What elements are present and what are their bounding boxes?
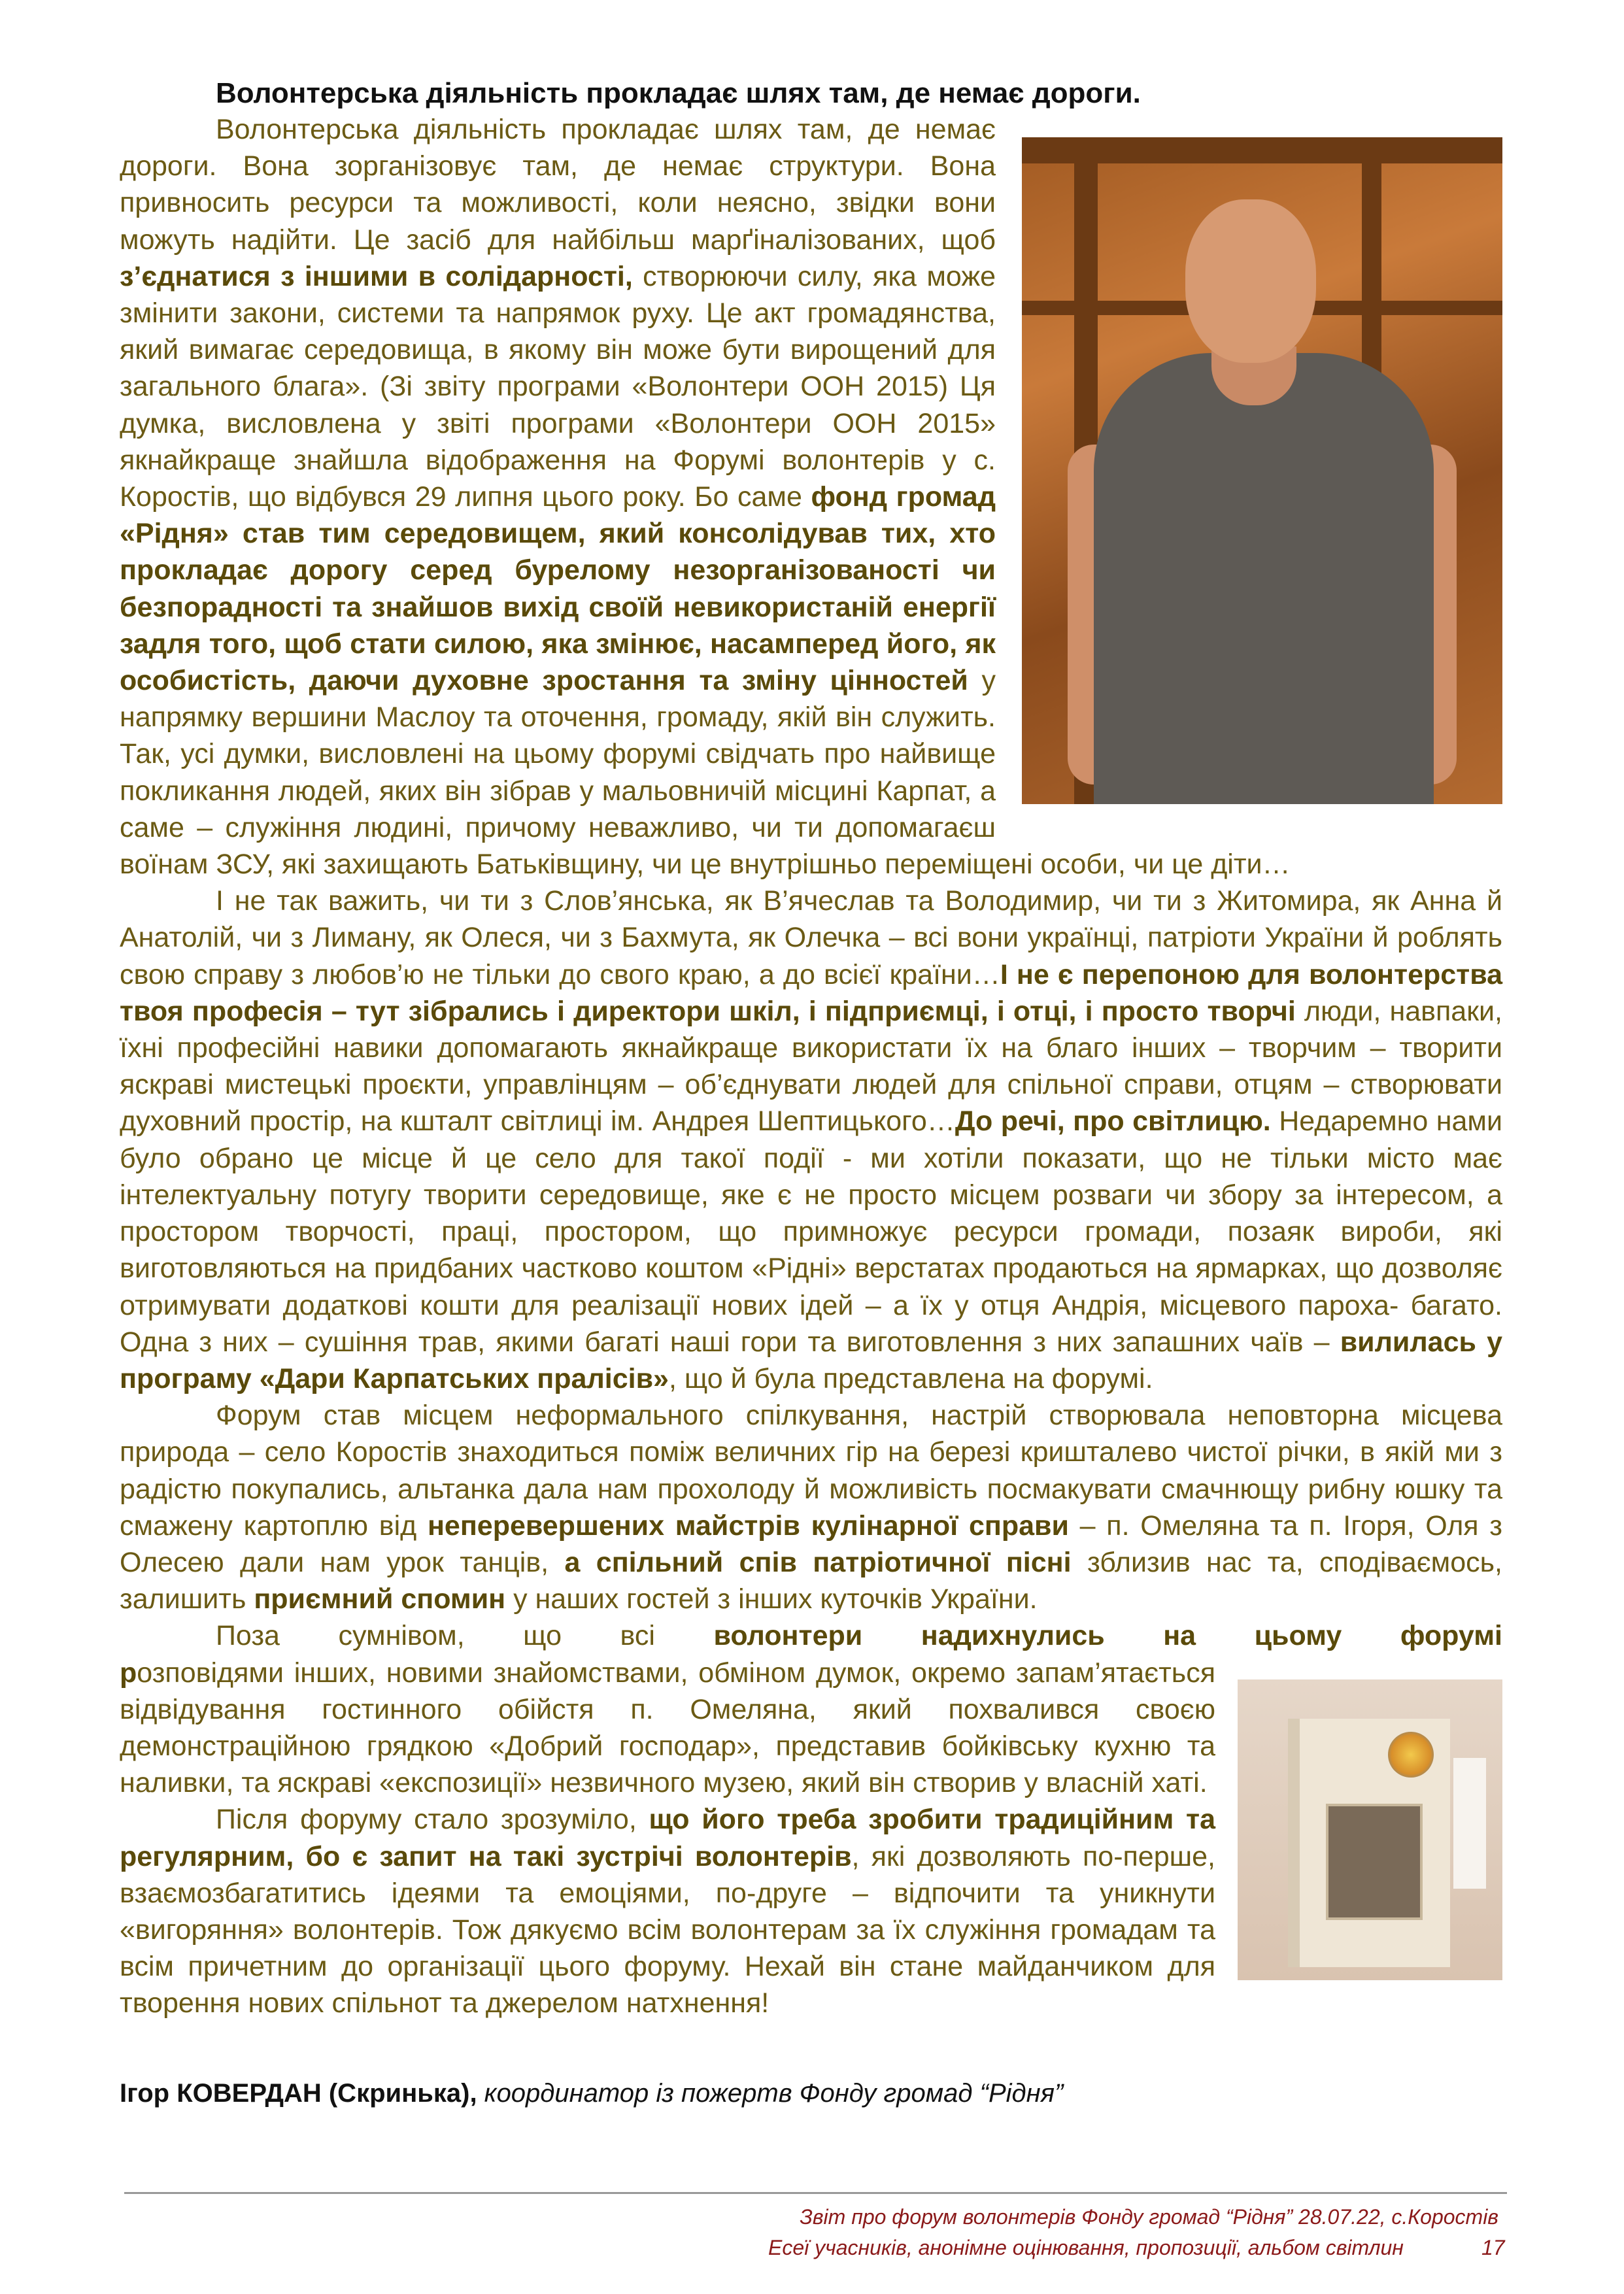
page-number: 17 — [1481, 2236, 1505, 2259]
author-name: Ігор КОВЕРДАН (Скринька), — [120, 2079, 477, 2108]
article-body — [120, 111, 1502, 2022]
author-role: координатор із пожертв Фонду громад “Рідня” — [477, 2079, 1064, 2108]
bold-phrase: волонтери надихнулись на цьому форумі р — [120, 1620, 1502, 1689]
bold-phrase: неперевершених майстрів кулінарної справи — [427, 1510, 1069, 1542]
paragraph-5: Після форуму стало зрозуміло, що його треба зробити традиційним та регулярним, бо є запит на такі зустрічі волонтерів, які дозволяють по-перше, взаємозбагатитись ідеями та емоціями, по-друге – відпочити та уникнути «вигоряння» волонтерів. Тож дякуємо всім волонтерам за їх служіння громадам та всім причетним до організації цього форуму. Нехай він стане майданчиком для творення нових спільнот та джерелом натхнення! — [120, 1804, 1215, 2019]
footer-report-title: Звіт про форум волонтерів Фонду громад “Рідня” 28.07.22, с.Коростів — [800, 2205, 1498, 2229]
footer-divider — [124, 2192, 1507, 2194]
paragraph-2: І не так важить, чи ти з Слов’янська, як В’ячеслав та Володимир, чи ти з Житомира, як Анна й Анатолій, чи з Лиману, як Олеся, чи з Бахмута, як Олечка – всі вони українці, патріоти України й роблять свою справу з любов’ю не тільки до свого краю, а до всієї країни…І не є перепоною для волонтерства твоя професія – тут зібрались і директори шкіл, і підприємці, і отці, і просто творчі люди, навпаки, їхні професійні навики допомагають якнайкраще використати їх на благо інших – творчим – творити яскраві мистецькі проєкти, управлінцям – об’єднувати людей для спільної справи, отцям – створювати духовний простір, на кшталт світлиці ім. Андрея Шептицького…До речі, про світлицю. Недаремно нами було обрано це місце й це село для такої події - ми хотіли показати, що не тільки місто має інтелектуальну потугу творити середовище, яке є не просто місцем розваги чи збору за інтересом, а простором творчості, праці, простором, що примножує ресурси громади, позаяк вироби, які виготовляються на придбаних частково коштом «Рідні» верстатах продаються на ярмарках, що дозволяє отримувати додаткові кошти для реалізації нових ідей – а їх у отця Андрія, місцевого пароха- багато. Одна з них – сушіння трав, якими багаті наші гори та виготовлення з них запашних чаїв – вилилась у програму «Дари Карпатських пралісів», що й була представлена на форумі. — [120, 885, 1503, 1394]
bold-phrase: вилилась у програму «Дари Карпатських пралісів» — [120, 1326, 1502, 1394]
bold-phrase: з’єднатися з іншими в солідарності, — [120, 260, 633, 292]
photo-volunteer-man — [1022, 137, 1502, 804]
bold-phrase: що його треба зробити традиційним та регулярним, бо є запит на такі зустрічі волонтерів — [120, 1804, 1215, 1872]
bold-phrase: І не є перепоною для волонтерства твоя професія – тут зібрались і директори шкіл, і підприємці, і отці, і просто творчі — [120, 958, 1503, 1027]
bold-phrase: а спільний спів патріотичної пісні — [564, 1546, 1072, 1578]
author-signature — [120, 2079, 1063, 2108]
article-title: Волонтерська діяльність прокладає шлях там, де немає дороги. — [216, 77, 1141, 109]
bold-phrase: приємний спомин — [254, 1583, 506, 1615]
paragraph-3: Форум став місцем неформального спілкування, настрій створювала неповторна місцева природа – село Коростів знаходиться поміж величних гір на березі кришталево чистої річки, в якій ми з радістю покупались, альтанка дала нам прохолоду й можливість посмакувати смачнющу рибну юшку та смажену картоплю від неперевершених майстрів кулінарної справи – п. Омеляна та п. Ігоря, Оля з Олесею дали нам урок танців, а спільний спів патріотичної пісні зблизив нас та, сподіваємось, залишить приємний спомин у наших гостей з інших куточків України. — [120, 1400, 1503, 1615]
paragraph-4: Поза сумнівом, що всі волонтери надихнулись на цьому форумі р озповідями інших, новими знайомствами, обміном думок, окремо запам’ятається відвідування гостинного обійстя п. Омеляна, який похвалився своєю демонстраційною грядкою «Добрий господар», представив бойківську кухню та наливки, та яскраві «експозиції» незвичного музею, який він створив у власній хаті. — [120, 1617, 1502, 1801]
ridnia-logo-icon — [1388, 1732, 1434, 1778]
bold-phrase: До речі, про світлицю. — [955, 1105, 1271, 1138]
paragraph-1: Волонтерська діяльність прокладає шлях там, де немає дороги. Вона зорганізовує там, де немає структури. Вона привносить ресурси та можливості, коли неясно, звідки вони можуть надійти. Це засіб для найбільш марґіналізованих, щоб з’єднатися з іншими в солідарності, створюючи силу, яка може змінити закони, системи та напрямок руху. Це акт громадянства, який вимагає середовища, в якому він може бути вирощений для загального блага». (Зі звіту програми «Волонтери ООН 2015) Ця думка, висловлена у звіті програми «Волонтери ООН 2015» якнайкраще знайшла відображення на Форумі волонтерів у с. Коростів, що відбувся 29 липня цього року. Бо саме фонд громад «Рідня» став тим середовищем, який консолідував тих, хто прокладає дорогу серед бурелому незорганізованості чи безпорадності та знайшов вихід своїй невикористаній енергії задля того, щоб стати силою, яка змінює, насамперед його, як особистість, даючи духовне зростання та зміну цінностей у напрямку вершини Маслоу та оточення, громаду, якій він служить. Так, усі думки, висловлені на цьому форумі свідчать про найвище покликання людей, яких він зібрав у мальовничій місцині Карпат, а саме – служіння людині, причому неважливо, чи ти допомагаєш воїнам ЗСУ, які захищають Батьківщину, чи це внутрішньо переміщені особи, чи це діти… — [120, 111, 1502, 883]
bold-phrase: фонд громад «Рідня» став тим середовищем, який консолідував тих, хто прокладає дорогу серед бурелому незорганізованості чи безпорадності та знайшов вихід своїй невикористаній енергії задля того, щоб стати силою, яка змінює, насамперед його, як особистість, даючи духовне зростання та зміну цінностей — [120, 481, 996, 697]
photo-donation-box — [1238, 1679, 1502, 1980]
footer-subtitle: Есеї учасників, анонімне оцінювання, пропозиції, альбом світлин — [768, 2236, 1404, 2259]
